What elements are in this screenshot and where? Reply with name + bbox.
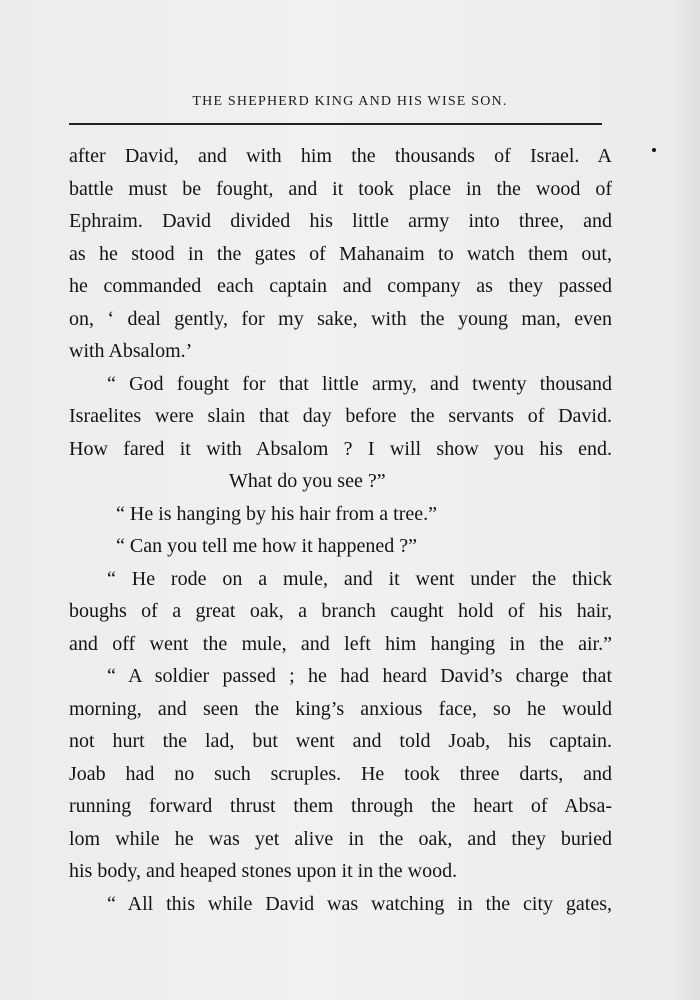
text-line: “ All this while David was watching in the city gates, <box>107 892 612 915</box>
text-line: not hurt the lad, but went and told Joab, his captain. <box>69 730 612 752</box>
header-rule <box>69 123 602 125</box>
text-line: “ God fought for that little army, and twenty thousand <box>107 372 612 395</box>
running-head: THE SHEPHERD KING AND HIS WISE SON. <box>192 94 508 109</box>
text-line: with Absalom.’ <box>69 340 193 362</box>
body-text <box>69 138 612 918</box>
text-line: morning, and seen the king’s anxious face, so he would <box>69 697 612 720</box>
text-line: and off went the mule, and left him hanging in the air.” <box>69 632 612 655</box>
text-line: “ He is hanging by his hair from a tree.” <box>116 502 438 525</box>
text-line: he commanded each captain and company as they passed <box>69 275 612 297</box>
text-line: “ A soldier passed ; he had heard David’s charge that <box>107 665 612 687</box>
text-line: How fared it with Absalom ? I will show you his end. <box>69 437 612 460</box>
text-line: running forward thrust them through the heart of Absa- <box>69 795 612 817</box>
text-line: lom while he was yet alive in the oak, and they buried <box>69 827 612 850</box>
text-line: What do you see ?” <box>229 470 386 492</box>
print-speck <box>652 148 656 152</box>
text-line: on, ‘ deal gently, for my sake, with the young man, even <box>69 307 612 330</box>
text-line: his body, and heaped stones upon it in the wood. <box>69 860 458 882</box>
text-line: Israelites were slain that day before the servants of David. <box>69 405 612 427</box>
text-line: Ephraim. David divided his little army into three, and <box>69 210 612 232</box>
text-line: battle must be fought, and it took place in the wood of <box>69 177 612 200</box>
text-line: “ He rode on a mule, and it went under the thick <box>107 567 612 590</box>
text-line: Joab had no such scruples. He took three darts, and <box>69 762 612 785</box>
page-edge-shadow <box>672 0 700 1000</box>
text-line: after David, and with him the thousands of Israel. A <box>69 145 612 167</box>
text-line: as he stood in the gates of Mahanaim to watch them out, <box>69 242 612 265</box>
text-line: “ Can you tell me how it happened ?” <box>116 535 418 557</box>
text-line: boughs of a great oak, a branch caught hold of his hair, <box>69 600 612 622</box>
